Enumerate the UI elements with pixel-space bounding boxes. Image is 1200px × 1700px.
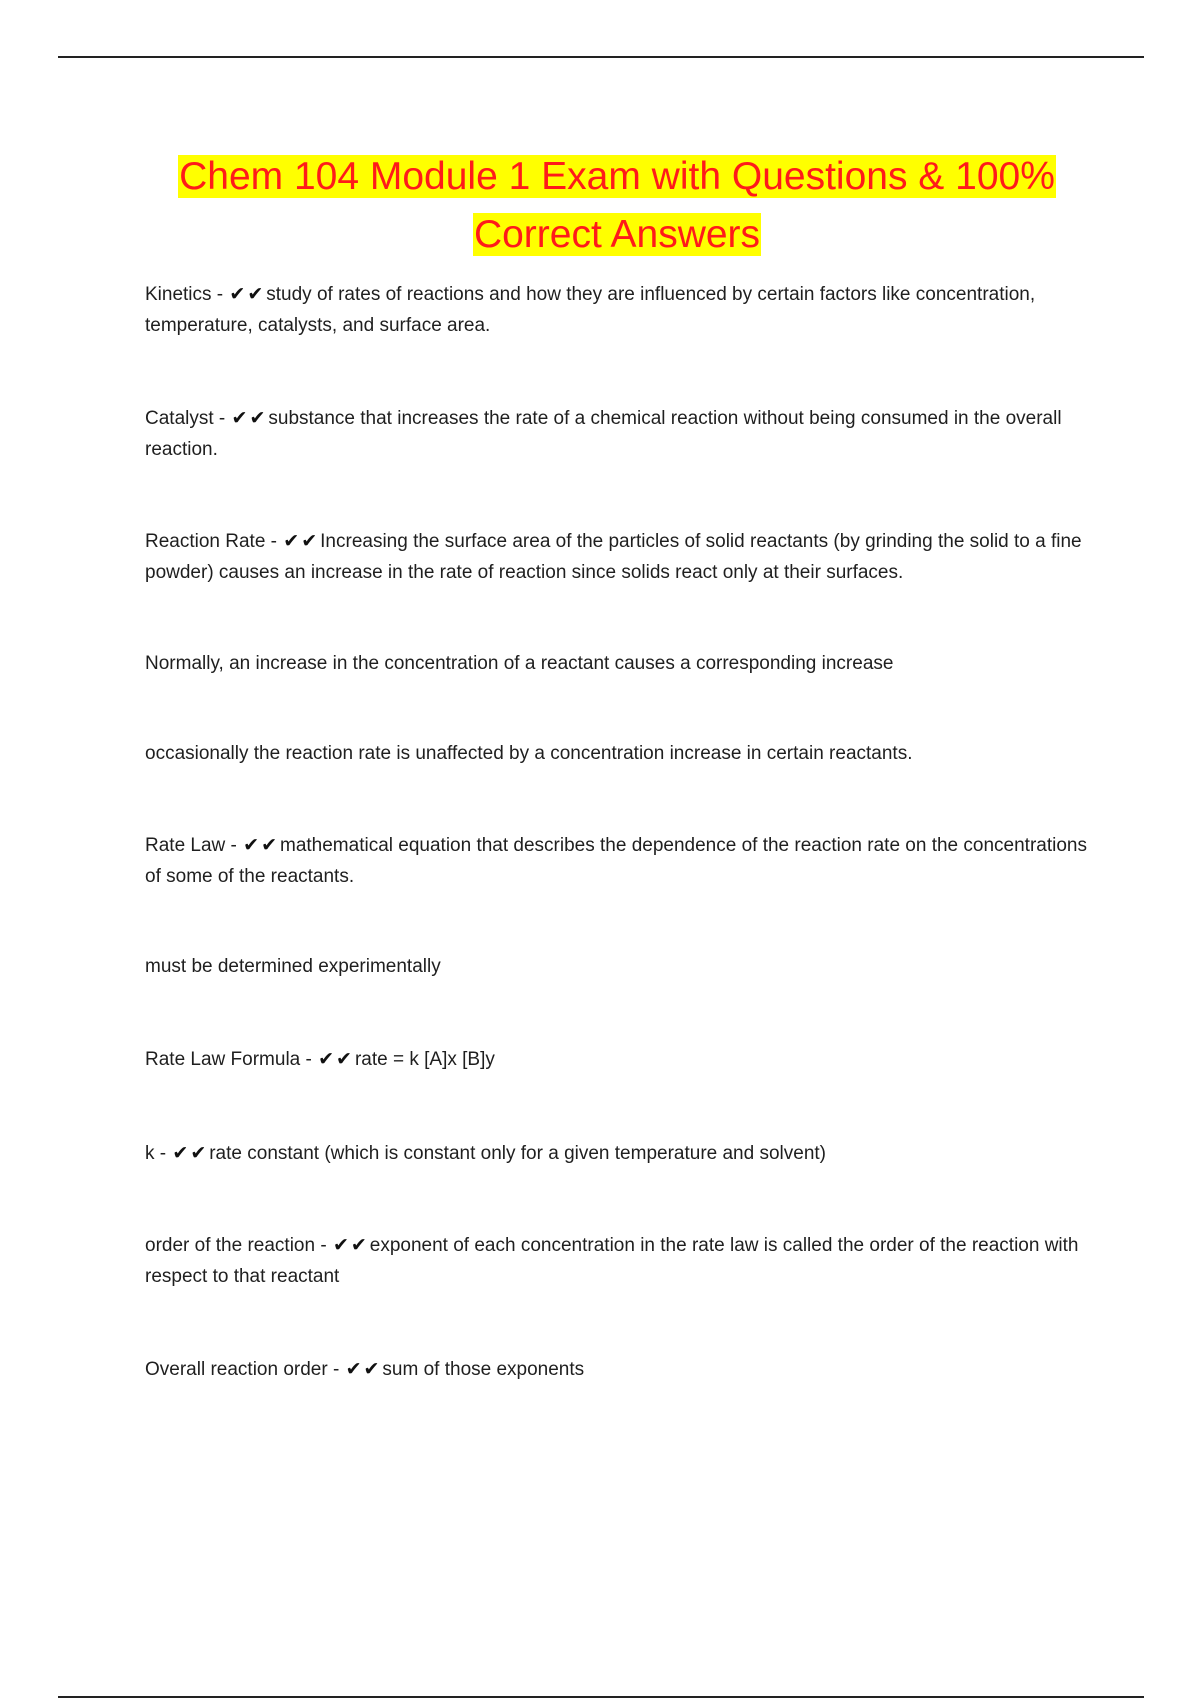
definition: rate constant (which is constant only for a given temperature and solvent) xyxy=(209,1143,827,1164)
definition: Increasing the surface area of the particles of solid reactants (by grinding the solid to a fine powder) causes an increase in the rate of reaction since solids react only at their surfaces. xyxy=(145,531,1082,583)
note-text: Normally, an increase in the concentration of a reactant causes a corresponding increase xyxy=(145,653,894,674)
top-rule xyxy=(58,56,1144,58)
term: order of the reaction - xyxy=(145,1235,327,1256)
double-check-icon xyxy=(346,1354,382,1385)
double-check-icon xyxy=(333,1230,369,1261)
bottom-rule xyxy=(58,1696,1144,1698)
term: Catalyst - xyxy=(145,408,226,429)
entry-order-of-reaction xyxy=(145,1230,1095,1292)
note-determined-experimentally xyxy=(145,951,1095,982)
entry-k xyxy=(145,1138,1095,1169)
check-icon: ✔ xyxy=(190,1143,209,1164)
note-concentration-increase xyxy=(145,648,1095,679)
check-icon: ✔ xyxy=(350,1235,369,1256)
entry-rate-law xyxy=(145,830,1095,892)
check-icon: ✔ xyxy=(363,1359,382,1380)
check-icon: ✔ xyxy=(336,1049,354,1070)
term: k - xyxy=(145,1143,167,1164)
check-icon: ✔ xyxy=(318,1049,337,1070)
check-icon: ✔ xyxy=(231,408,250,429)
definition: substance that increases the rate of a chemical reaction without being consumed in the overall reaction. xyxy=(145,408,1062,460)
entry-rate-law-formula xyxy=(145,1044,1095,1075)
title-line-2: Correct Answers xyxy=(473,213,761,256)
check-icon: ✔ xyxy=(345,1359,364,1380)
check-icon: ✔ xyxy=(301,531,320,552)
double-check-icon xyxy=(229,279,265,310)
definition: mathematical equation that describes the dependence of the reaction rate on the concentrations of some of the reactants. xyxy=(145,835,1087,887)
term: Kinetics - xyxy=(145,284,224,305)
double-check-icon xyxy=(243,830,279,861)
term: Rate Law - xyxy=(145,835,237,856)
document-title xyxy=(60,148,1174,264)
check-icon: ✔ xyxy=(229,284,248,305)
title-line-1: Chem 104 Module 1 Exam with Questions & 100% xyxy=(179,155,1055,198)
check-icon: ✔ xyxy=(283,531,302,552)
note-text: occasionally the reaction rate is unaffected by a concentration increase in certain reactants. xyxy=(145,743,913,764)
check-icon: ✔ xyxy=(332,1235,351,1256)
definition: study of rates of reactions and how they are influenced by certain factors like concentration, temperature, catalysts, and surface area. xyxy=(145,284,1036,336)
check-icon: ✔ xyxy=(247,284,266,305)
double-check-icon xyxy=(318,1044,354,1075)
check-icon: ✔ xyxy=(261,835,279,856)
check-icon: ✔ xyxy=(172,1143,191,1164)
double-check-icon xyxy=(283,526,319,557)
double-check-icon xyxy=(232,403,268,434)
note-text: must be determined experimentally xyxy=(145,956,441,977)
entry-kinetics xyxy=(145,279,1095,341)
term: Overall reaction order - xyxy=(145,1359,340,1380)
definition: sum of those exponents xyxy=(382,1359,585,1380)
entry-reaction-rate xyxy=(145,526,1095,588)
definition: rate = k [A]x [B]y xyxy=(354,1049,495,1070)
double-check-icon xyxy=(172,1138,208,1169)
term: Rate Law Formula - xyxy=(145,1049,312,1070)
check-icon: ✔ xyxy=(249,408,268,429)
definition: exponent of each concentration in the rate law is called the order of the reaction with respect to that reactant xyxy=(145,1235,1079,1287)
note-rate-unaffected xyxy=(145,738,1095,769)
check-icon: ✔ xyxy=(243,835,262,856)
entry-overall-reaction-order xyxy=(145,1354,1095,1385)
entry-catalyst xyxy=(145,403,1095,465)
term: Reaction Rate - xyxy=(145,531,278,552)
